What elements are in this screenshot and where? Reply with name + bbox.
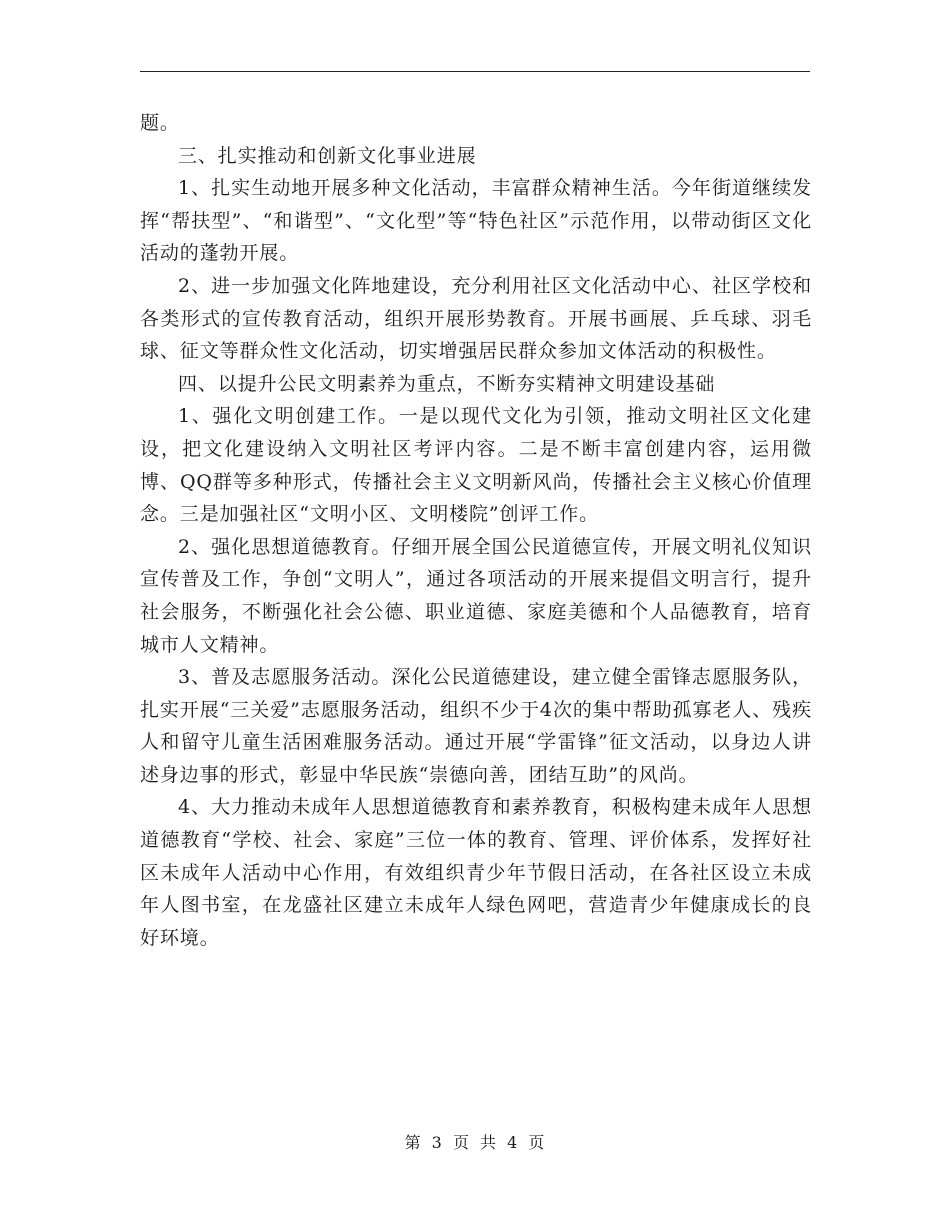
paragraph-continuation: 题。 [140, 112, 180, 134]
paragraph-culture-venues: 2、进一步加强文化阵地建设，充分利用社区文化活动中心、社区学校和各类形式的宣传教育活动，组织开展形势教育。开展书画展、乒乓球、羽毛球、征文等群众性文化活动，切实增强居民群众参加文体活动的积极性。 [140, 274, 812, 363]
section-heading-three: 三、扎实推动和创新文化事业进展 [178, 144, 477, 167]
paragraph-culture-activities: 1、扎实生动地开展多种文化活动，丰富群众精神生活。今年街道继续发挥“帮扶型”、“和谐型”、“文化型”等“特色社区”示范作用，以带动街区文化活动的蓬勃开展。 [140, 177, 812, 265]
page-number-footer: 第 3 页 共 4 页 [404, 1133, 546, 1152]
document-body [140, 107, 812, 954]
paragraph-volunteer-service: 3、普及志愿服务活动。深化公民道德建设，建立健全雷锋志愿服务队，扎实开展“三关爱”志愿服务活动，组织不少于4次的集中帮助孤寡老人、残疾人和留守儿童生活困难服务活动。通过开展“学雷锋”征文活动，以身边人讲述身边事的形式，彰显中华民族“崇德向善，团结互助”的风尚。 [140, 666, 812, 786]
paragraph-civilization-creation: 1、强化文明创建工作。一是以现代文化为引领，推动文明社区文化建设，把文化建设纳入文明社区考评内容。二是不断丰富创建内容，运用微博、QQ群等多种形式，传播社会主义文明新风尚，传播社会主义核心价值理念。三是加强社区“文明小区、文明楼院”创评工作。 [140, 405, 812, 526]
header-rule [140, 71, 810, 72]
paragraph-moral-education: 2、强化思想道德教育。仔细开展全国公民道德宣传，开展文明礼仪知识宣传普及工作，争创“文明人”，通过各项活动的开展来提倡文明言行，提升社会服务，不断强化社会公德、职业道德、家庭美德和个人品德教育，培育城市人文精神。 [140, 535, 812, 656]
paragraph-minor-education: 4、大力推动未成年人思想道德教育和素养教育，积极构建未成年人思想道德教育“学校、社会、家庭”三位一体的教育、管理、评价体系，发挥好社区未成年人活动中心作用，有效组织青少年节假日活动，在各社区设立未成年人图书室，在龙盛社区建立未成年人绿色网吧，营造青少年健康成长的良好环境。 [140, 796, 812, 949]
section-heading-four: 四、以提升公民文明素养为重点，不断夯实精神文明建设基础 [178, 372, 716, 395]
